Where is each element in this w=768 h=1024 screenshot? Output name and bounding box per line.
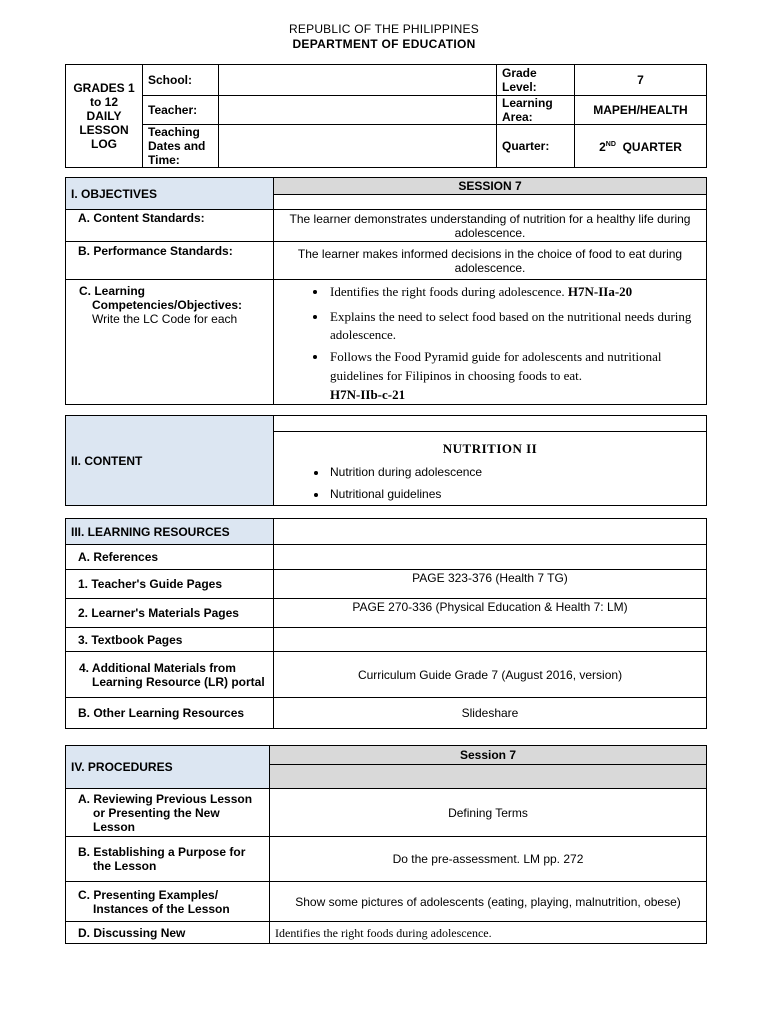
learning-area-label: Learning Area:: [497, 96, 575, 125]
content-table: [65, 415, 707, 506]
quarter-number: 2: [599, 140, 606, 154]
quarter-word: QUARTER: [622, 140, 682, 154]
learning-resources-blank-cell: [274, 519, 707, 545]
discussing-new-label: D. Discussing New: [66, 922, 270, 944]
reviewing-previous-lesson-value: Defining Terms: [270, 789, 707, 837]
reviewing-previous-lesson-label: A. Reviewing Previous Lesson or Presenting the New Lesson: [66, 789, 270, 837]
content-standards-value: The learner demonstrates understanding of nutrition for a healthy life during adolescence.: [274, 210, 707, 242]
textbook-pages-label: 3. Textbook Pages: [66, 628, 274, 652]
grades-daily-lesson-log-label: GRADES 1 to 12 DAILY LESSON LOG: [66, 65, 143, 168]
quarter-suffix: ND: [605, 141, 616, 148]
info-table: [65, 64, 707, 168]
references-value: [274, 545, 707, 570]
teachers-guide-label: 1. Teacher's Guide Pages: [66, 570, 274, 599]
learners-materials-label: 2. Learner's Materials Pages: [66, 599, 274, 628]
other-resources-value: Slideshare: [274, 698, 707, 729]
competency-item: • Explains the need to select food based on the nutritional needs during adolescence.: [328, 308, 701, 344]
establishing-purpose-value: Do the pre-assessment. LM pp. 272: [270, 837, 707, 882]
additional-materials-value: Curriculum Guide Grade 7 (August 2016, version): [274, 652, 707, 698]
department-heading: DEPARTMENT OF EDUCATION: [292, 37, 476, 51]
discussing-new-value: Identifies the right foods during adolescence.: [270, 922, 707, 944]
objectives-table: [65, 177, 707, 405]
performance-standards-label: B. Performance Standards:: [66, 242, 274, 280]
content-item: • Nutrition during adolescence: [328, 461, 701, 483]
procedures-table: [65, 745, 707, 944]
procedures-heading: IV. PROCEDURES: [66, 746, 270, 789]
grade-level-value: 7: [575, 65, 707, 96]
teacher-field[interactable]: [219, 96, 497, 125]
procedures-blank-cell: [270, 765, 707, 789]
content-item: • Nutritional guidelines: [328, 483, 701, 505]
additional-materials-label: 4. Additional Materials from Learning Resource (LR) portal: [66, 652, 274, 698]
content-title: NUTRITION II: [442, 441, 538, 456]
learning-resources-heading: III. LEARNING RESOURCES: [66, 519, 274, 545]
grade-level-label: Grade Level:: [497, 65, 575, 96]
learners-materials-value: PAGE 270-336 (Physical Education & Health 7: LM): [274, 599, 707, 628]
objectives-blank-cell: [274, 195, 707, 210]
textbook-pages-value: [274, 628, 707, 652]
procedures-session-header: Session 7: [270, 746, 707, 765]
references-label: A. References: [66, 545, 274, 570]
learning-area-value: MAPEH/HEALTH: [575, 96, 707, 125]
republic-heading: REPUBLIC OF THE PHILIPPINES: [289, 22, 479, 36]
objectives-session-header: SESSION 7: [274, 178, 707, 195]
school-field[interactable]: [219, 65, 497, 96]
competency-item: • Follows the Food Pyramid guide for adolescents and nutritional guidelines for Filipinos in choosing foods to eat. H7N-IIb-c-21: [328, 347, 701, 404]
teachers-guide-value: PAGE 323-376 (Health 7 TG): [274, 570, 707, 599]
learning-competencies-title: C. Learning Competencies/Objectives:: [79, 284, 243, 312]
quarter-value: [575, 125, 707, 168]
teaching-dates-label: Teaching Dates and Time:: [143, 125, 219, 168]
teaching-dates-field[interactable]: [219, 125, 497, 168]
content-heading: II. CONTENT: [66, 416, 274, 506]
competency-item: • Identifies the right foods during adolescence. H7N-IIa-20: [328, 283, 701, 301]
learning-competencies-sublabel: Write the LC Code for each: [92, 312, 238, 326]
objectives-heading: I. OBJECTIVES: [66, 178, 274, 210]
learning-competencies-label: [66, 280, 274, 405]
performance-standards-value: The learner makes informed decisions in the choice of food to eat during adolescence.: [274, 242, 707, 280]
content-body: [274, 432, 707, 506]
presenting-examples-label: C. Presenting Examples/ Instances of the Lesson: [66, 882, 270, 922]
establishing-purpose-label: B. Establishing a Purpose for the Lesson: [66, 837, 270, 882]
content-blank-cell: [274, 416, 707, 432]
learning-resources-table: [65, 518, 707, 729]
other-resources-label: B. Other Learning Resources: [66, 698, 274, 729]
quarter-label: Quarter:: [497, 125, 575, 168]
learning-competencies-list: [274, 280, 707, 405]
teacher-label: Teacher:: [143, 96, 219, 125]
school-label: School:: [143, 65, 219, 96]
presenting-examples-value: Show some pictures of adolescents (eating, playing, malnutrition, obese): [270, 882, 707, 922]
content-standards-label: A. Content Standards:: [66, 210, 274, 242]
